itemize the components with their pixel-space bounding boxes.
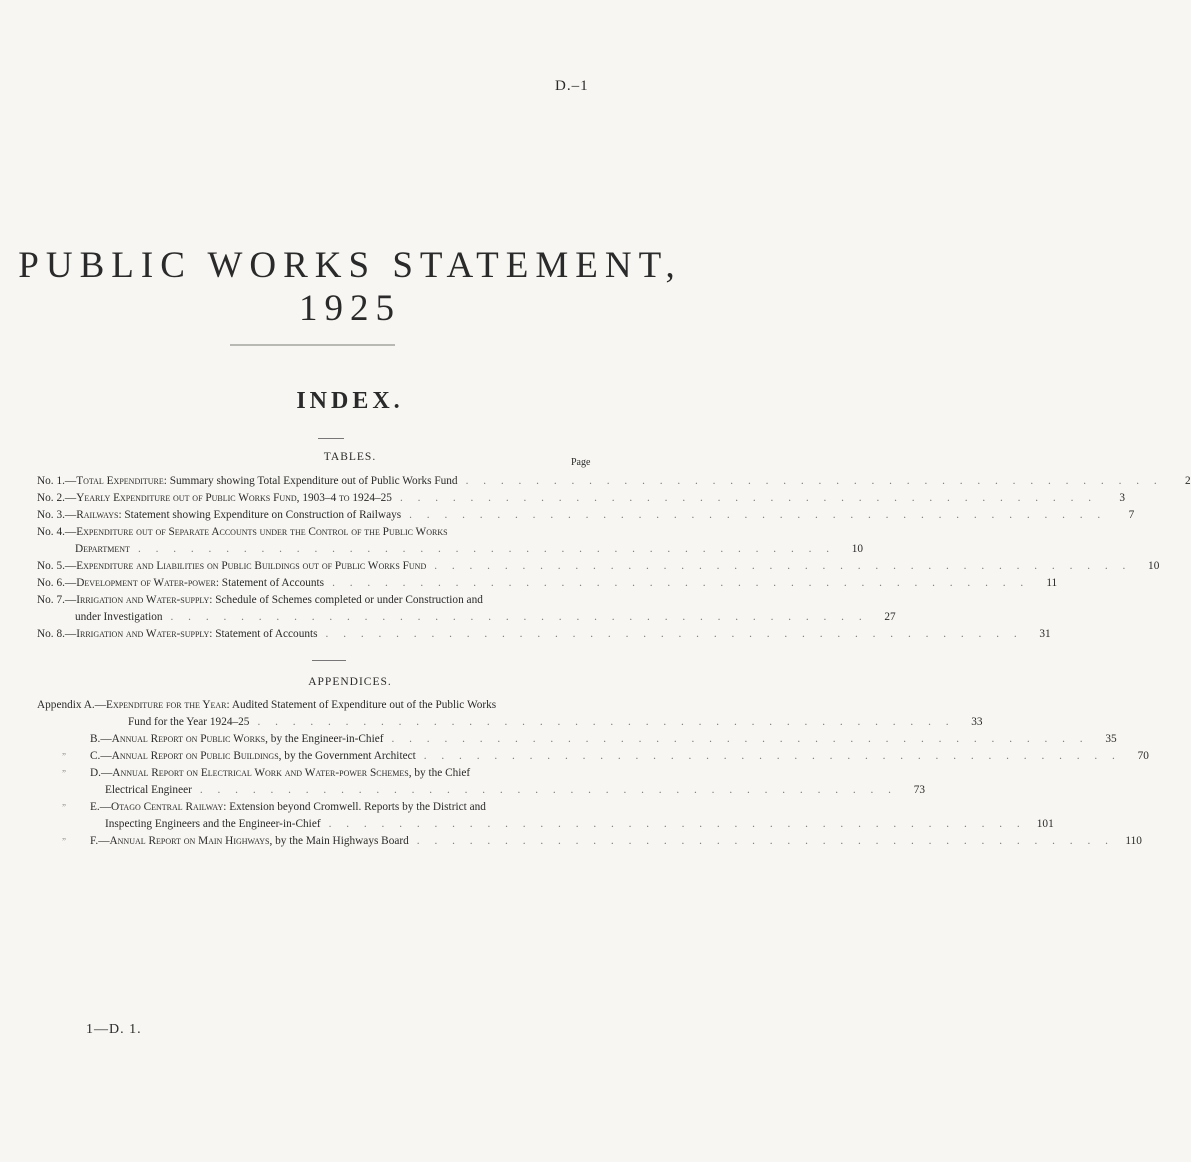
page-title: PUBLIC WORKS STATEMENT, 1925 <box>18 245 682 329</box>
page-number: 70 <box>1137 750 1149 762</box>
ditto-mark: „ <box>62 831 66 841</box>
appendix-entry-f: F.— Annual Report on Main Highways , by the Main Highways Board . . . . . . . . . . . . . . . . . . . . . . . . . . . . . . . . . . . . . . . . 110 <box>90 833 597 850</box>
page-number: 3 <box>1119 492 1126 504</box>
page-number: 101 <box>1036 818 1054 830</box>
index-heading: INDEX. <box>296 388 404 414</box>
ditto-mark: „ <box>62 797 66 807</box>
appendix-entry-c: C.— Annual Report on Public Buildings , by the Government Architect . . . . . . . . . . . . . . . . . . . . . . . . . . . . . . . . . . . . . . . . 70 <box>90 748 597 765</box>
appendix-entry-a: Appendix A.— Expenditure for the Year : Audited Statement of Expenditure out of the Public Works Fund for the Year 1924–25 . . . . . . . . . . . . . . . . . . . . . . . . . . . . . . . . . . . . . . . . 33 <box>37 697 597 731</box>
ditto-mark: „ <box>62 746 66 756</box>
appendix-entry-d: D.— Annual Report on Electrical Work and Water-power Schemes , by the Chief Electrical Engineer . . . . . . . . . . . . . . . . . . . . . . . . . . . . . . . . . . . . . . . . 73 <box>90 765 597 799</box>
appendices-heading: APPENDICES. <box>308 676 392 688</box>
page-number: 73 <box>913 784 925 796</box>
page-number: 35 <box>1105 733 1117 745</box>
table-entry-5: No. 5.— Expenditure and Liabilities on Public Buildings out of Public Works Fund . . . . . . . . . . . . . . . . . . . . . . . . . . . . . . . . . . . . . . . . 10 <box>37 558 597 575</box>
page-number: 110 <box>1125 835 1142 847</box>
table-entry-7: No. 7.— Irrigation and Water-supply : Schedule of Schemes completed or under Construction and under Investigation . . . . . . . . . . . . . . . . . . . . . . . . . . . . . . . . . . . . . . . . 27 <box>37 592 597 626</box>
page-number: 7 <box>1128 509 1135 521</box>
table-entry-2: No. 2.— Yearly Expenditure out of Public Works Fund, 1903–4 to 1924–25 . . . . . . . . . . . . . . . . . . . . . . . . . . . . . . . . . . . . . . . . 3 <box>37 490 597 507</box>
page-number: 11 <box>1046 577 1058 589</box>
tables-heading: TABLES. <box>323 451 377 463</box>
page-number: 10 <box>1148 560 1160 572</box>
page-number: 33 <box>971 716 983 728</box>
page-number: 27 <box>884 611 896 623</box>
page-number: 10 <box>851 543 864 555</box>
page-code: D.–1 <box>555 78 589 94</box>
appendix-entry-e: E.— Otago Central Railway : Extension beyond Cromwell. Reports by the District and Inspecting Engineers and the Engineer-in-Chief . . . . . . . . . . . . . . . . . . . . . . . . . . . . . . . . . . . . . . . . 101 <box>90 799 597 833</box>
page-column-label: Page <box>571 457 591 468</box>
appendix-entry-b: B.— Annual Report on Public Works , by the Engineer-in-Chief . . . . . . . . . . . . . . . . . . . . . . . . . . . . . . . . . . . . . . . . 35 <box>90 731 597 748</box>
footer-signature: 1—D. 1. <box>86 1022 142 1037</box>
page-number: 31 <box>1039 628 1051 640</box>
table-entry-8: No. 8.— Irrigation and Water-supply : Statement of Accounts . . . . . . . . . . . . . . . . . . . . . . . . . . . . . . . . . . . . . . . . 31 <box>37 626 597 643</box>
table-entry-1: No. 1.— Total Expenditure : Summary showing Total Expenditure out of Public Works Fund . . . . . . . . . . . . . . . . . . . . . . . . . . . . . . . . . . . . . . . . 2 <box>37 473 597 490</box>
table-entry-6: No. 6.— Development of Water-power : Statement of Accounts . . . . . . . . . . . . . . . . . . . . . . . . . . . . . . . . . . . . . . . . 11 <box>37 575 597 592</box>
ditto-mark: „ <box>62 763 66 773</box>
table-entry-4: No. 4.—Expenditure out of Separate Accounts under the Control of the Public Works Department . . . . . . . . . . . . . . . . . . . . . . . . . . . . . . . . . . . . . . . . 10 <box>37 524 597 558</box>
title-rule <box>230 344 395 346</box>
section-divider <box>312 660 346 661</box>
index-rule <box>318 438 344 439</box>
table-entry-3: No. 3.— Railways : Statement showing Expenditure on Construction of Railways . . . . . . . . . . . . . . . . . . . . . . . . . . . . . . . . . . . . . . . . 7 <box>37 507 597 524</box>
page-number: 2 <box>1185 475 1191 487</box>
